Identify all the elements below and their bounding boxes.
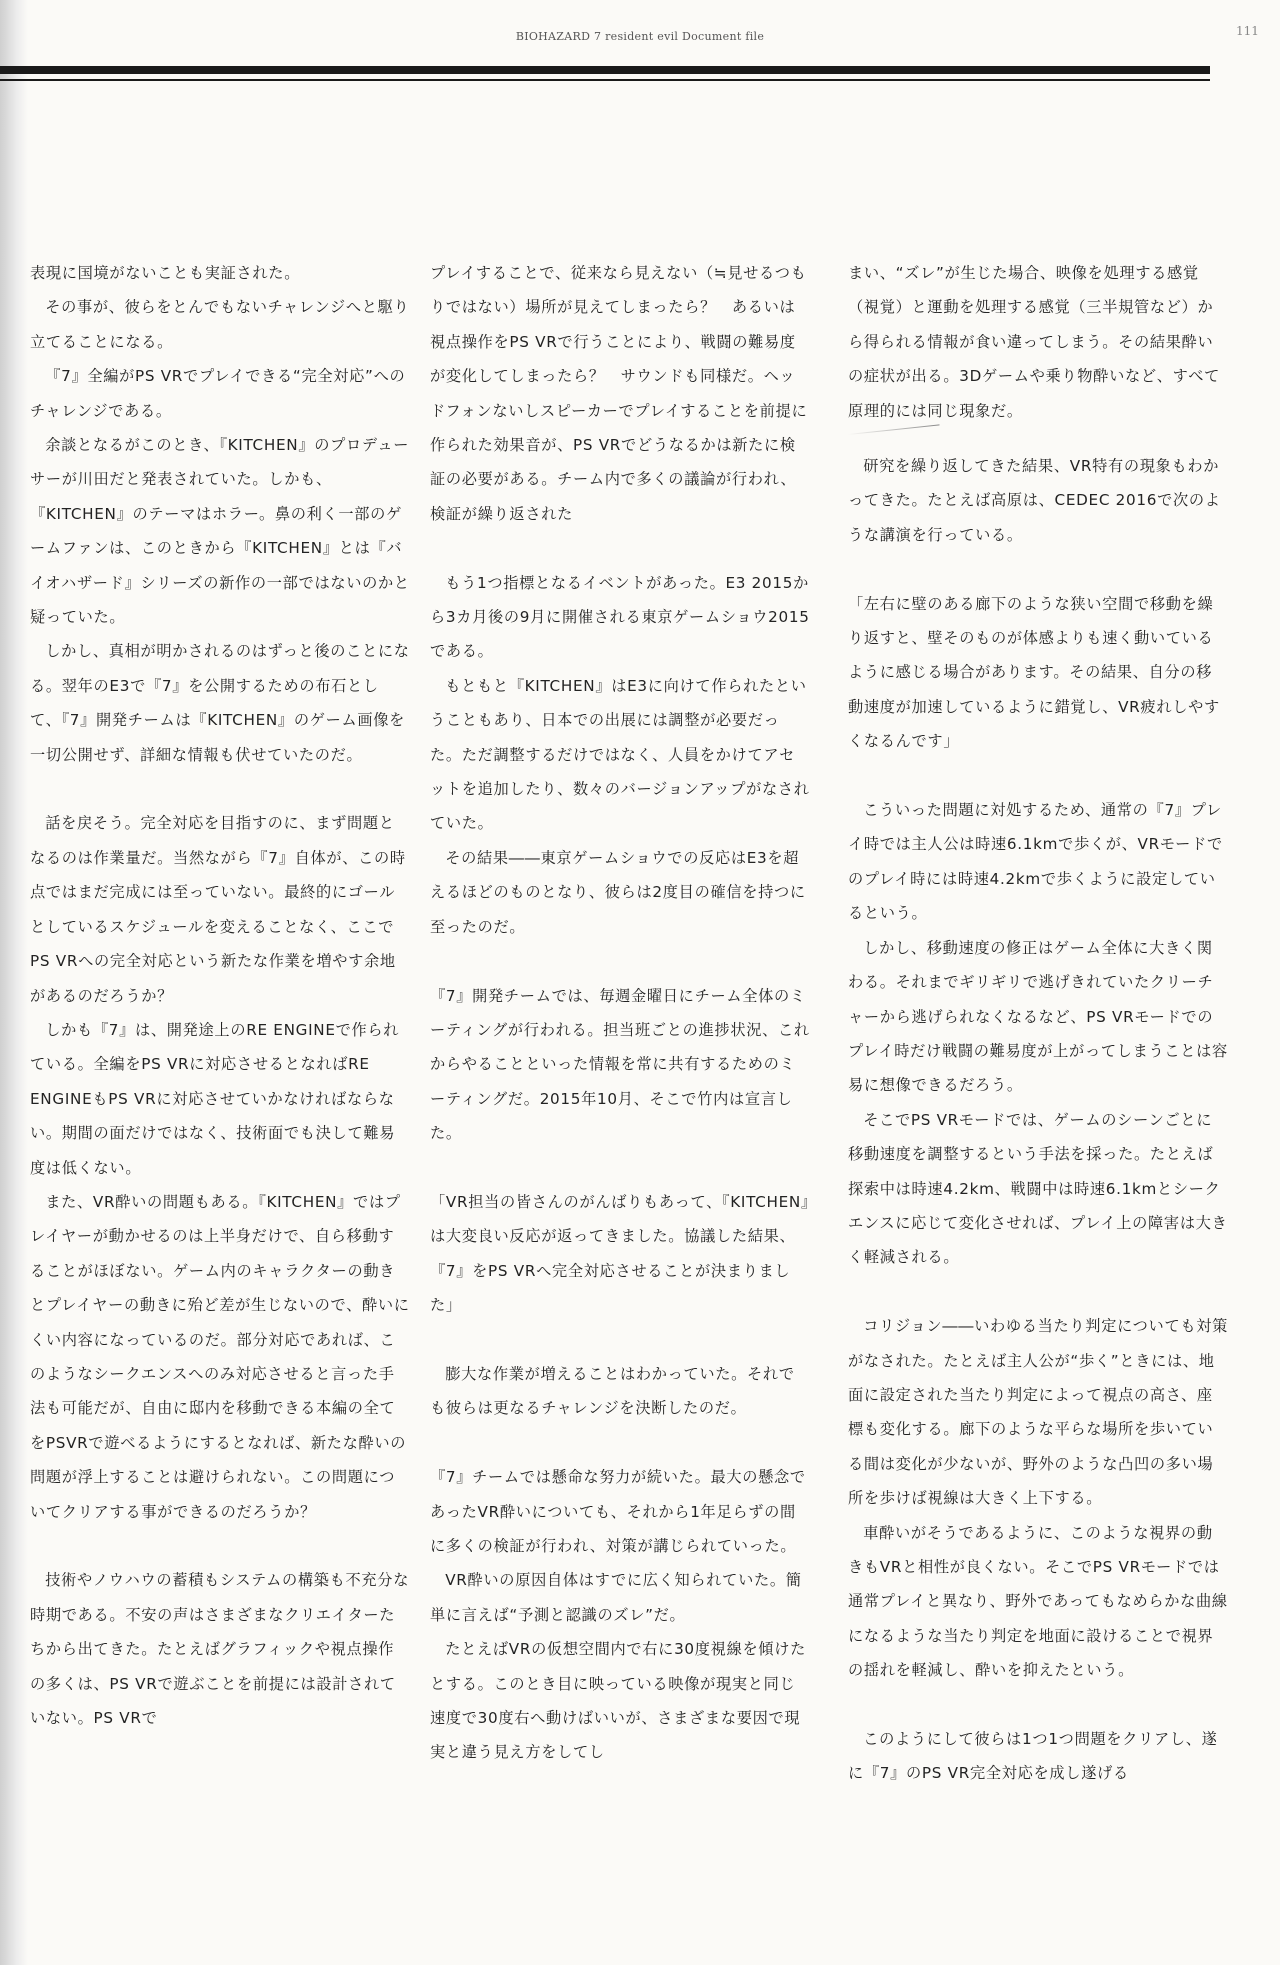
paragraph: まい、“ズレ”が生じた場合、映像を処理する感覚（視覚）と運動を処理する感覚（三半規管など）から得られる情報が食い違ってしまう。その結果酔いの症状が出る。3Dゲームや乗り物酔いなど、すべて原理的には同じ現象だ。 (848, 264, 1220, 420)
page-number: 111 (1236, 24, 1259, 38)
paragraph: 車酔いがそうであるように、このような視界の動きもVRと相性が良くない。そこでPS VRモードでは通常プレイと異なり、野外であってもなめらかな曲線になるような当たり判定を地面に設けることで視界の揺れを軽減し、酔いを抑えたという。 (848, 1523, 1228, 1680)
paragraph: もう1つ指標となるイベントがあった。E3 2015から3カ月後の9月に開催される東京ゲームショウ2015である。 (430, 573, 810, 661)
paragraph: 表現に国境がないことも実証された。 (30, 264, 301, 282)
paragraph: その事が、彼らをとんでもないチャレンジへと駆り立てることになる。 (30, 298, 410, 351)
text-column-1 (30, 256, 410, 1735)
paragraph: たとえばVRの仮想空間内で右に30度視線を傾けたとする。このとき目に映っている映像が現実と同じ速度で30度右へ動けばいいが、さまざまな要因で現実と違う見え方をしてし (430, 1640, 807, 1762)
paragraph: しかも『7』は、開発途上のRE ENGINEで作られている。全編をPS VRに対応させるとなればRE ENGINEもPS VRに対応させていかなければならない。期間の面だけではなく、技術面でも決して難易度は低くない。 (30, 1020, 400, 1177)
paragraph: こういった問題に対処するため、通常の『7』プレイ時では主人公は時速6.1kmで歩くが、VRモードでのプレイ時には時速4.2kmで歩くように設定しているという。 (848, 801, 1223, 923)
paragraph: しかし、真相が明かされるのはずっと後のことになる。翌年のE3で『7』を公開するための布石として、『7』開発チームは『KITCHEN』のゲーム画像を一切公開せず、詳細な情報も伏せていたのだ。 (30, 642, 410, 764)
paragraph: 膨大な作業が増えることはわかっていた。それでも彼らは更なるチャレンジを決断したのだ。 (430, 1364, 795, 1418)
paragraph: しかし、移動速度の修正はゲーム全体に大きく関わる。それまでギリギリで逃げきれていたクリーチャーから逃げられなくなるなど、PS VRモードでのプレイ時だけ戦闘の難易度が上がってしまうことは容易に想像できるだろう。 (848, 938, 1228, 1095)
paragraph: コリジョン――いわゆる当たり判定についても対策がなされた。たとえば主人公が“歩く”ときには、地面に設定された当たり判定によって視点の高さ、座標も変化する。廊下のような平らな場所を歩いている間は変化が少ないが、野外のような凸凹の多い場所を歩けば視線は大きく上下する。 (848, 1317, 1228, 1508)
running-head: BIOHAZARD 7 resident evil Document file (515, 30, 765, 43)
text-column-2 (430, 256, 810, 1770)
text-column-3 (848, 256, 1228, 1791)
paragraph: 余談となるがこのとき、『KITCHEN』のプロデューサーが川田だと発表されていた。しかも、『KITCHEN』のテーマはホラー。鼻の利く一部のゲームファンは、このときから『KITCHEN』とは『バイオハザード』シリーズの新作の一部ではないのかと疑っていた。 (30, 436, 410, 627)
paragraph: このようにして彼らは1つ1つ問題をクリアし、遂に『7』のPS VR完全対応を成し遂げる (848, 1730, 1218, 1783)
paragraph: もともと『KITCHEN』はE3に向けて作られたということもあり、日本での出展には調整が必要だった。ただ調整するだけではなく、人員をかけてアセットを追加したり、数々のバージョンアップがなされていた。 (430, 676, 810, 833)
paragraph: また、VR酔いの問題もある。『KITCHEN』ではプレイヤーが動かせるのは上半身だけで、自ら移動することがほぼない。ゲーム内のキャラクターの動きとプレイヤーの動きに殆ど差が生じないので、酔いにくい内容になっているのだ。部分対応であれば、このようなシークエンスへのみ対応させると言った手法も可能だが、自由に邸内を移動できる本編の全てをPSVRで遊べるようにするとなれば、新たな酔いの問題が浮上することは避けられない。この問題についてクリアする事ができるのだろうか？ (30, 1192, 410, 1521)
paragraph: VR酔いの原因自体はすでに広く知られていた。簡単に言えば“予測と認識のズレ”だ。 (430, 1571, 802, 1624)
paragraph: 「左右に壁のある廊下のような狭い空間で移動を繰り返すと、壁そのものが体感よりも速く動いているように感じる場合があります。その結果、自分の移動速度が加速しているように錯覚し、VR疲れしやすくなるんです」 (848, 594, 1220, 751)
paragraph: 『7』チームでは懸命な努力が続いた。最大の懸念であったVR酔いについても、それから1年足らずの間に多くの検証が行われ、対策が講じられていった。 (430, 1468, 806, 1555)
paragraph: 技術やノウハウの蓄積もシステムの構築も不充分な時期である。不安の声はさまざまなクリエイターたちから出てきた。たとえばグラフィックや視点操作の多くは、PS VRで遊ぶことを前提には設計されていない。PS VRで (30, 1571, 410, 1728)
paragraph: その結果――東京ゲームショウでの反応はE3を超えるほどのものとなり、彼らは2度目の確信を持つに至ったのだ。 (430, 848, 806, 936)
paragraph: 研究を繰り返してきた結果、VR特有の現象もわかってきた。たとえば高原は、CEDEC 2016で次のような講演を行っている。 (848, 457, 1221, 544)
paragraph: 『7』開発チームでは、毎週金曜日にチーム全体のミーティングが行われる。担当班ごとの進捗状況、これからやることといった情報を常に共有するためのミーティングだ。2015年10月、そこで竹内は宣言した。 (430, 986, 810, 1143)
header-rule-thin (0, 79, 1210, 81)
paragraph: 『7』全編がPS VRでプレイできる“完全対応”へのチャレンジである。 (30, 367, 406, 420)
paragraph: 話を戻そう。完全対応を目指すのに、まず問題となるのは作業量だ。当然ながら『7』自体が、この時点ではまだ完成には至っていない。最終的にゴールとしているスケジュールを変えることなく、ここでPS VRへの完全対応という新たな作業を増やす余地があるのだろうか？ (30, 814, 406, 1005)
binding-shadow (0, 0, 28, 1965)
header-rule-thick (0, 66, 1210, 74)
paragraph: プレイすることで、従来なら見えない（≒見せるつもりではない）場所が見えてしまったら？ あるいは視点操作をPS VRで行うことにより、戦闘の難易度が変化してしまったら？ サウンドも同様だ。ヘッドフォンないしスピーカーでプレイすることを前提に作られた効果音が、PS VRでどうなるかは新たに検証の必要がある。チーム内で多くの議論が行われ、検証が繰り返された (430, 264, 808, 523)
paragraph: そこでPS VRモードでは、ゲームのシーンごとに移動速度を調整するという手法を採った。たとえば探索中は時速4.2km、戦闘中は時速6.1kmとシークエンスに応じて変化させれば、プレイ上の障害は大きく軽減される。 (848, 1110, 1228, 1267)
paragraph: 「VR担当の皆さんのがんばりもあって、『KITCHEN』は大変良い反応が返ってきました。協議した結果、『7』をPS VRへ完全対応させることが決まりました」 (430, 1192, 810, 1315)
